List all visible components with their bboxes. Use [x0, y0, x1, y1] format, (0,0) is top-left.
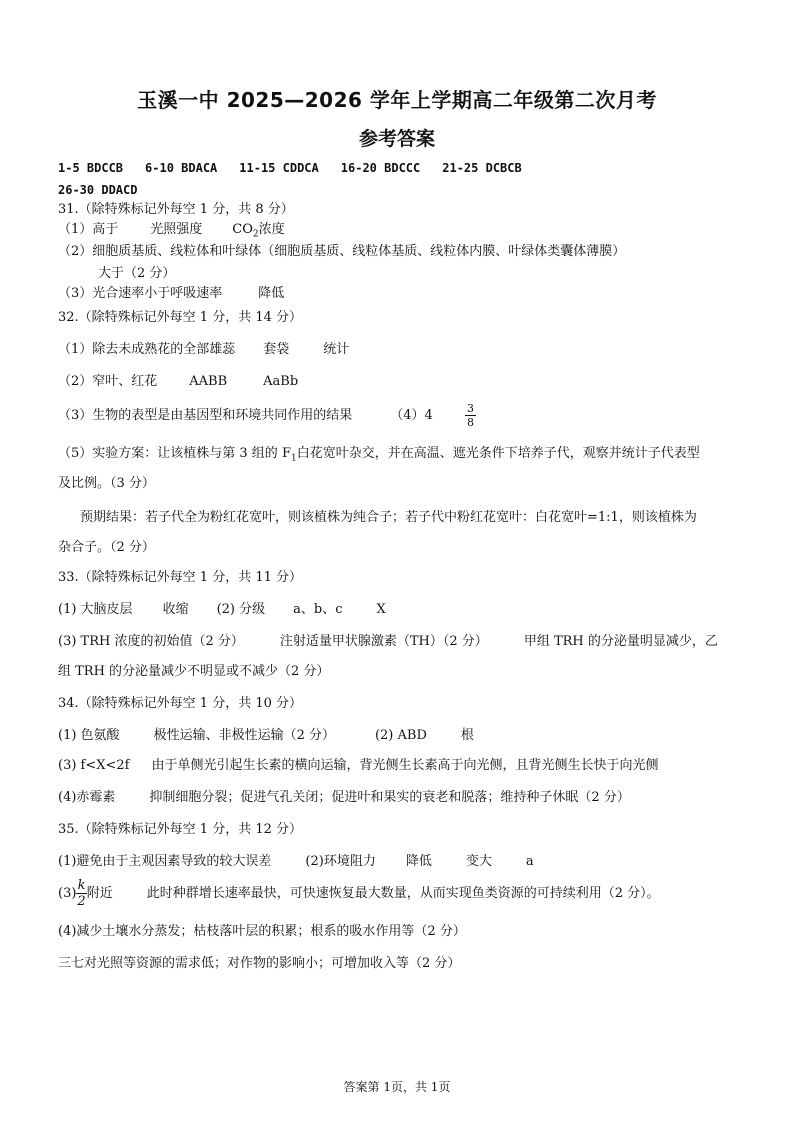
q31-answer-1a: （1）高于 [58, 222, 119, 237]
q32-f1-subscript: 1 [290, 453, 297, 464]
q35-answer-3-label: (3) [58, 886, 77, 901]
q32-line-6: 预期结果：若子代全为粉红花宽叶，则该植株为纯合子；若子代中粉红花宽叶：白花宽叶=1:1，则该植株为 [80, 510, 697, 525]
q34-line-1 [58, 726, 740, 746]
q32-answer-5a: （5）实验方案：让该植株与第 3 组的 F [58, 446, 291, 461]
q32-answer-3: （3）生物的表型是由基因型和环境共同作用的结果 [58, 408, 353, 423]
q34-answer-2b: 根 [460, 728, 474, 743]
q33-answer-3b: 注射适量甲状腺激素（TH）（2 分） [279, 634, 488, 649]
q35-line-1 [58, 852, 740, 872]
q32-line-4 [58, 444, 740, 469]
q35-answer-1: (1)避免由于主观因素导致的较大误差 [58, 854, 272, 869]
q32-answer-2a: （2）窄叶、红花 [58, 374, 158, 389]
q35-answer-2b: 降低 [405, 854, 432, 869]
answer-key-6-10: 6-10 BDACA [145, 161, 218, 175]
q35-answer-3a: 附近 [86, 886, 113, 901]
q33-answer-2a: (2) 分级 [216, 602, 266, 617]
q35-heading: 35.（除特殊标记外每空 1 分，共 12 分） [58, 822, 303, 837]
q32-fraction-numerator: 3 [466, 402, 474, 415]
q33-line-2 [58, 632, 740, 652]
q31-answer-1c: CO [232, 222, 253, 237]
q34-answer-4b: 抑制细胞分裂；促进气孔关闭；促进叶和果实的衰老和脱落；维持种子休眠（2 分） [149, 790, 630, 805]
q32-answer-1b: 套袋 [263, 342, 290, 357]
q31-heading: 31.（除特殊标记外每空 1 分，共 8 分） [58, 202, 294, 217]
q32-answer-4a: （4）4 [390, 408, 433, 423]
q33-answer-1b: 收缩 [162, 602, 189, 617]
q34-answer-2a: (2) ABD [374, 728, 427, 743]
q32-answer-5b: 白花宽叶杂交，并在高温、遮光条件下培养子代，观察并统计子代表型 [296, 446, 700, 461]
q35-line-3: (4)减少土壤水分蒸发；枯枝落叶层的积累；根系的吸水作用等（2 分） [58, 924, 466, 939]
q35-fraction [76, 878, 86, 909]
q32-line-2 [58, 372, 740, 392]
q31-line-3: 大于（2 分） [98, 266, 176, 281]
q34-answer-3b: 由于单侧光引起生长素的横向运输，背光侧生长素高于向光侧，且背光侧生长快于向光侧 [151, 758, 659, 773]
q33-answer-3c: 甲组 TRH 的分泌量明显减少，乙 [523, 634, 718, 649]
q32-line-7: 杂合子。（2 分） [58, 540, 155, 555]
q35-answer-2d: a [525, 854, 534, 869]
q33-line-3: 组 TRH 的分泌量减少不明显或不减少（2 分） [58, 664, 330, 679]
q34-answer-1a: (1) 色氨酸 [58, 728, 120, 743]
q33-answer-2b: a、b、c [293, 602, 343, 617]
q35-fraction-numerator: k [77, 878, 86, 893]
q34-answer-4a: (4)赤霉素 [58, 790, 116, 805]
answer-key-row-1 [58, 158, 740, 178]
q32-answer-2b: AABB [189, 374, 228, 389]
answer-key-1-5: 1-5 BDCCB [58, 161, 124, 175]
answer-key-row-2 [58, 180, 740, 200]
page-subtitle: 参考答案 [358, 128, 435, 150]
q32-answer-1a: （1）除去未成熟花的全部雄蕊 [58, 342, 236, 357]
q35-answer-3b: 此时种群增长速率最快，可快速恢复最大数量，从而实现鱼类资源的可持续利用（2 分）。 [146, 886, 660, 901]
q35-answer-2a: (2)环境阻力 [305, 854, 376, 869]
q35-answer-2c: 变大 [465, 854, 492, 869]
q31-answer-1c-subscript: 2 [252, 229, 259, 240]
q33-line-1 [58, 600, 740, 620]
answer-key-26-30: 26-30 DDACD [58, 183, 138, 197]
q32-line-1 [58, 340, 740, 360]
q32-line-5: 及比例。（3 分） [58, 476, 155, 491]
q33-answer-2c: X [376, 602, 386, 617]
q33-answer-1a: (1) 大脑皮层 [58, 602, 133, 617]
q32-fraction-denominator: 8 [466, 416, 474, 429]
q33-heading: 33.（除特殊标记外每空 1 分，共 11 分） [58, 570, 303, 585]
q31-answer-1b: 光照强度 [150, 222, 203, 237]
q32-heading: 32.（除特殊标记外每空 1 分，共 14 分） [58, 310, 303, 325]
page-title: 玉溪一中 2025—2026 学年上学期高二年级第二次月考 [137, 88, 657, 112]
answer-key-16-20: 16-20 BDCCC [340, 161, 421, 175]
answer-key-21-25: 21-25 DCBCB [442, 161, 522, 175]
q32-answer-2c: AaBb [263, 374, 299, 389]
q31-line-4 [58, 284, 740, 304]
q33-answer-3a: (3) TRH 浓度的初始值（2 分） [58, 634, 244, 649]
q31-line-2: （2）细胞质基质、线粒体和叶绿体（细胞质基质、线粒体基质、线粒体内膜、叶绿体类囊体薄膜） [58, 244, 626, 259]
q31-answer-3a: （3）光合速率小于呼吸速率 [58, 286, 223, 301]
q35-fraction-denominator: 2 [77, 894, 86, 909]
q31-answer-3b: 降低 [258, 286, 285, 301]
page-footer: 答案第 1页，共 1页 [343, 1080, 451, 1094]
q34-line-3 [58, 788, 740, 808]
q34-line-2 [58, 756, 740, 776]
q34-answer-1b: 极性运输、非极性运输（2 分） [153, 728, 335, 743]
q35-line-4: 三七对光照等资源的需求低；对作物的影响小；可增加收入等（2 分） [58, 956, 461, 971]
q31-line-1 [58, 220, 740, 245]
q32-line-3 [58, 402, 740, 429]
q34-heading: 34.（除特殊标记外每空 1 分，共 10 分） [58, 696, 303, 711]
q35-line-2 [58, 878, 740, 909]
q31-answer-1d: 浓度 [258, 222, 285, 237]
q34-answer-3a: (3) f<X<2f [58, 758, 130, 773]
q32-fraction [465, 402, 476, 429]
answer-key-11-15: 11-15 CDDCA [239, 161, 319, 175]
q32-answer-1c: 统计 [323, 342, 350, 357]
